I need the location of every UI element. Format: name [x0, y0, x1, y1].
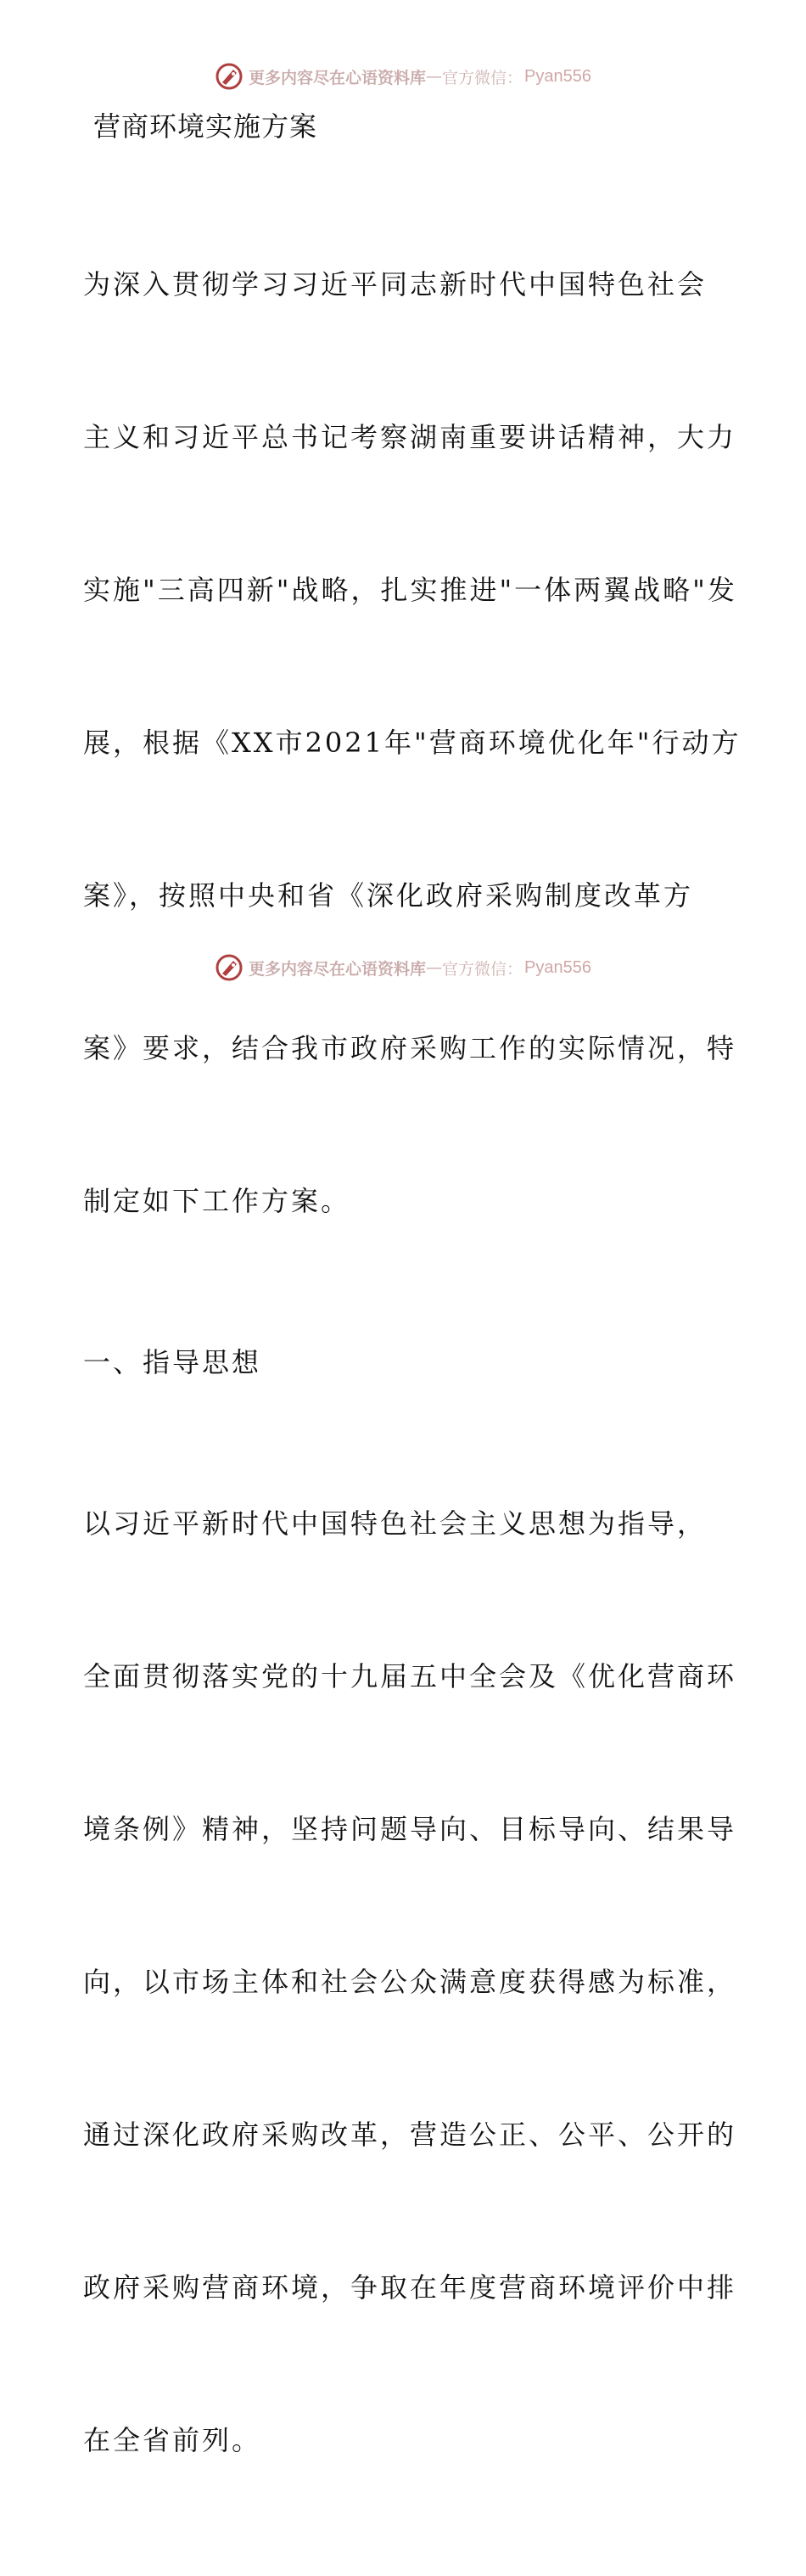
paragraph-line: 境条例》精神，坚持问题导向、目标导向、结果导 [83, 1813, 737, 1845]
guiding-ideology-paragraph [83, 1396, 737, 2568]
section-heading-guiding-ideology: 一、指导思想 [83, 1346, 262, 1378]
brand-text: 更多内容尽在心语资料库 [249, 959, 427, 979]
paragraph-line: 展，根据《XX市2021年"营商环境优化年"行动方 [83, 727, 742, 759]
document-body [83, 104, 742, 2576]
wechat-id: Pyan556 [524, 957, 591, 977]
footer-watermark-banner [0, 951, 806, 985]
intro-paragraph [83, 157, 742, 1328]
brand-text: 更多内容尽在心语资料库 [249, 68, 427, 87]
paragraph-line: 在全省前列。 [83, 2424, 262, 2456]
paragraph-line: 以习近平新时代中国特色社会主义思想为指导， [83, 1507, 708, 1540]
header-watermark-banner [0, 59, 806, 93]
paragraph-line: 为深入贯彻学习习近平同志新时代中国特色社会 [83, 268, 708, 300]
paragraph-line: 案》，按照中央和省《深化政府采购制度改革方 [83, 879, 694, 912]
paragraph-line: 向，以市场主体和社会公众满意度获得感为标准， [83, 1966, 737, 1998]
banner-dash: — [426, 958, 443, 977]
paragraph-line: 全面贯彻落实党的十九届五中全会及《优化营商环 [83, 1660, 737, 1692]
paragraph-line: 制定如下工作方案。 [83, 1185, 351, 1217]
paragraph-line: 政府采购营商环境，争取在年度营商环境评价中排 [83, 2271, 737, 2304]
paragraph-line: 通过深化政府采购改革，营造公正、公平、公开的 [83, 2119, 737, 2151]
banner-dash: — [426, 67, 443, 86]
wechat-id: Pyan556 [524, 66, 591, 86]
document-title: 营商环境实施方案 [93, 110, 318, 143]
contact-label: 官方微信： [442, 68, 523, 87]
paragraph-line: 实施"三高四新"战略，扎实推进"一体两翼战略"发 [83, 574, 737, 606]
pen-nib-logo-icon [215, 62, 243, 91]
paragraph-line: 案》要求，结合我市政府采购工作的实际情况，特 [83, 1032, 737, 1064]
contact-label: 官方微信： [442, 959, 523, 979]
pen-nib-logo-icon [215, 953, 243, 982]
paragraph-line: 主义和习近平总书记考察湖南重要讲话精神，大力 [83, 421, 737, 453]
